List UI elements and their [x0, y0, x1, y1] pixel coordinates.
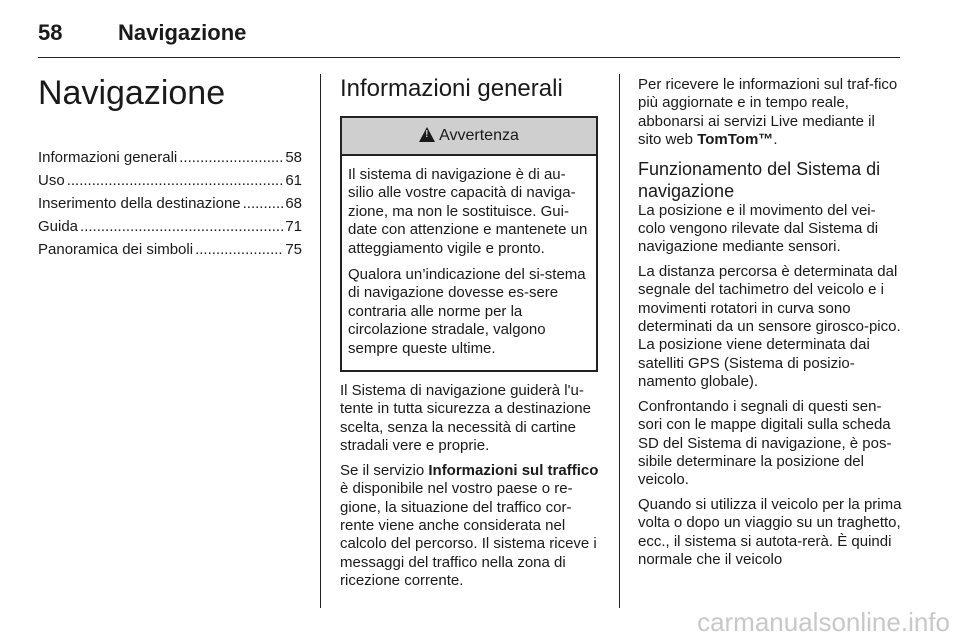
toc-entry[interactable] — [38, 215, 302, 238]
column-right — [638, 76, 902, 575]
warning-header — [342, 118, 596, 156]
text-run: . — [773, 131, 778, 149]
toc-page: 61 — [285, 172, 302, 189]
toc-leader — [179, 146, 283, 169]
subsection-title: Funzionamento del Sistema di navigazione — [638, 158, 881, 201]
text-run: Per ricevere le informazioni sul traf-fico più aggiornate e in tempo reale, abbonarsi ai servizi Live mediante il sito web — [638, 76, 898, 149]
toc-leader — [67, 169, 284, 192]
toc-entry[interactable] — [38, 169, 302, 192]
toc-entry[interactable] — [38, 192, 302, 215]
body-paragraph: Quando si utilizza il veicolo per la prima volta o dopo un viaggio su un traghetto, ecc., il sistema si autota-rerà. È quindi normale che il veicolo — [638, 495, 902, 568]
toc-leader — [243, 192, 284, 215]
header-rule — [38, 57, 900, 58]
body-paragraph — [340, 462, 602, 591]
toc-page: 75 — [285, 241, 302, 258]
warning-paragraph: Qualora un’indicazione del si-stema di navigazione dovesse es-sere contraria alle norme per la circolazione stradale, valgono sempre queste ultime. — [348, 266, 586, 357]
toc-label: Panoramica dei simboli — [38, 241, 194, 258]
toc-page: 58 — [285, 149, 302, 166]
toc-label: Inserimento della destinazione — [38, 195, 241, 212]
running-title: Navigazione — [118, 20, 247, 45]
page-header — [38, 18, 246, 48]
toc-page: 71 — [285, 218, 302, 235]
warning-triangle-icon — [419, 127, 435, 142]
body-paragraph: La distanza percorsa è determinata dal segnale del tachimetro del veicolo e i movimenti rotatori in curva sono determinati da un sensore girosco-pico. La posizione viene determinata dai satelliti GPS (Sistema di posizio-namento globale). — [638, 262, 901, 391]
table-of-contents — [38, 146, 302, 261]
toc-entry[interactable] — [38, 146, 302, 169]
toc-leader — [195, 238, 283, 261]
website-name: TomTom™ — [697, 131, 774, 149]
column-middle — [340, 70, 602, 597]
body-paragraph: Confrontando i segnali di questi sen-sori con le mappe digitali sulla scheda SD del Sistema di navigazione, è pos-sibile determinare la posizione del veicolo. — [638, 397, 892, 489]
toc-label: Uso — [38, 172, 65, 189]
column-divider — [619, 74, 620, 608]
text-run: è disponibile nel vostro paese o re-gione, la situazione del traffico cor-rente viene anche considerata nel calcolo del percorso. Il sistema riceve i messaggi del traffico nella zona di ricezione corrente. — [340, 480, 597, 590]
text-run: Se il servizio — [340, 461, 429, 479]
section-title: Informazioni generali — [340, 75, 563, 102]
toc-page: 68 — [285, 195, 302, 212]
column-divider — [320, 74, 321, 608]
body-paragraph: La posizione e il movimento del vei-colo vengono rilevate dal Sistema di navigazione mediante sensori. — [638, 201, 879, 256]
body-paragraph — [638, 76, 902, 150]
toc-leader — [80, 215, 283, 238]
warning-body — [342, 156, 596, 370]
body-paragraph: Il Sistema di navigazione guiderà l'u-tente in tutta sicurezza a destinazione scelta, senza la necessità di cartine stradali vere e proprie. — [340, 382, 591, 455]
column-toc — [38, 70, 302, 261]
watermark: carmanualsonline.info — [697, 607, 950, 637]
warning-paragraph: Il sistema di navigazione è di au-silio alle vostre capacità di naviga-zione, ma non le sostituisce. Gui-date con attenzione e mantenete un atteggiamento vigile e pronto. — [348, 166, 588, 257]
toc-label: Informazioni generali — [38, 149, 178, 166]
chapter-title: Navigazione — [38, 74, 226, 112]
service-name: Informazioni sul traffico — [428, 461, 599, 479]
page-number: 58 — [38, 20, 63, 45]
warning-box — [340, 116, 598, 372]
toc-entry[interactable] — [38, 238, 302, 261]
warning-title: Avvertenza — [439, 127, 519, 144]
toc-label: Guida — [38, 218, 79, 235]
